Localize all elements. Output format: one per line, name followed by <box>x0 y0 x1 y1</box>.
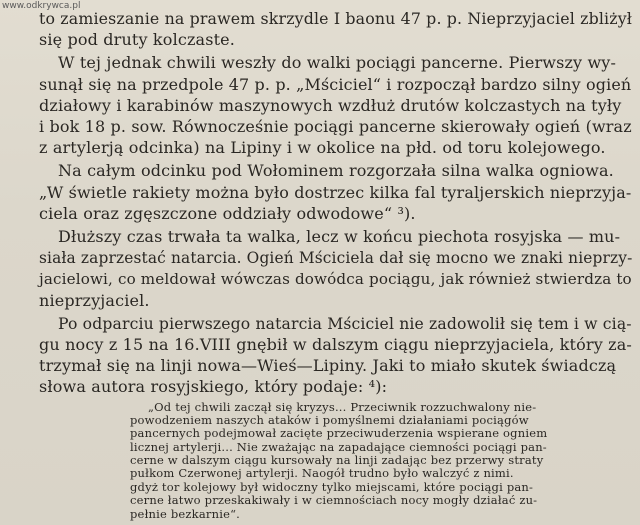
quote-line: powodzeniem naszych ataków i pomyślnemi działaniami pociągów <box>130 412 529 427</box>
quote-line: pułkom Czerwonej artylerji. Naogół trudno było walczyć z nimi. <box>130 466 514 481</box>
text-line: ciela oraz zgęszczone oddziały odwodowe“ ³). <box>39 203 416 223</box>
quote-line: pełnie bezkarnie“. <box>130 506 241 521</box>
quote-line: „Od tej chwili zaczął się kryzys... Przeciwnik rozzuchwalony nie- <box>148 399 537 414</box>
text-line: to zamieszanie na prawem skrzydle I baonu 47 p. p. Nieprzyjaciel zbliżył <box>39 9 633 28</box>
text-line: gu nocy z 15 na 16.VIII gnębił w dalszym ciągu nieprzyjaciela, który za- <box>39 335 632 354</box>
text-line: Dłuższy czas trwała ta walka, lecz w końcu piechota rosyjska — mu- <box>58 227 621 246</box>
text-line: się pod druty kolczaste. <box>39 30 236 50</box>
text-line: słowa autora rosyjskiego, który podaje: ⁴): <box>39 377 388 397</box>
text-line: sunął się na przedpole 47 p. p. „Mściciel“ i rozpoczął bardzo silny ogień <box>39 74 632 94</box>
text-line: i bok 18 p. sow. Równocześnie pociągi pancerne skierowały ogień (wraz <box>39 117 632 136</box>
text-line: W tej jednak chwili weszły do walki pociągi pancerne. Pierwszy wy- <box>58 53 617 73</box>
quote-line: gdyż tor kolejowy był widoczny tylko miejscami, które pociągi pan- <box>130 479 534 494</box>
quote-line: licznej artylerji... Nie zważając na zapadające ciemności pociągi pan- <box>130 439 547 454</box>
quote-line: cerne w dalszym ciągu kursowały na linji zadając bez przerwy straty <box>130 453 544 468</box>
text-line: działowy i karabinów maszynowych wzdłuż drutów kolczastych na tyły <box>39 95 622 115</box>
text-line: Po odparciu pierwszego natarcia Mściciel nie zadowolił się tem i w cią- <box>58 314 632 333</box>
text-line: Na całym odcinku pod Wołominem rozgorzała silna walka ogniowa. <box>58 161 614 181</box>
text-line: trzymał się na linji nowa—Wieś—Lipiny. Jaki to miało skutek świadczą <box>39 356 617 376</box>
quote-line: pancernych podejmował zacięte przeciwuderzenia wspierane ogniem <box>130 426 548 441</box>
watermark: www.odkrywca.pl <box>2 1 81 11</box>
quote-line: cerne łatwo przeskakiwały i w ciemnościach nocy mogły działać zu- <box>130 493 538 508</box>
text-line: „W świetle rakiety można było dostrzec kilka fal tyraljerskich nieprzyja- <box>39 182 632 202</box>
text-line: z artylerją odcinka) na Lipiny i w okolice na płd. od toru kolejowego. <box>39 138 606 158</box>
text-line: nieprzyjaciel. <box>39 290 150 310</box>
text-line: jacielowi, co meldował wówczas dowódca pociągu, jak również stwierdza to <box>39 270 632 289</box>
text-line: siała zaprzestać natarcia. Ogień Mściciela dał się mocno we znaki nieprzy- <box>39 249 633 268</box>
